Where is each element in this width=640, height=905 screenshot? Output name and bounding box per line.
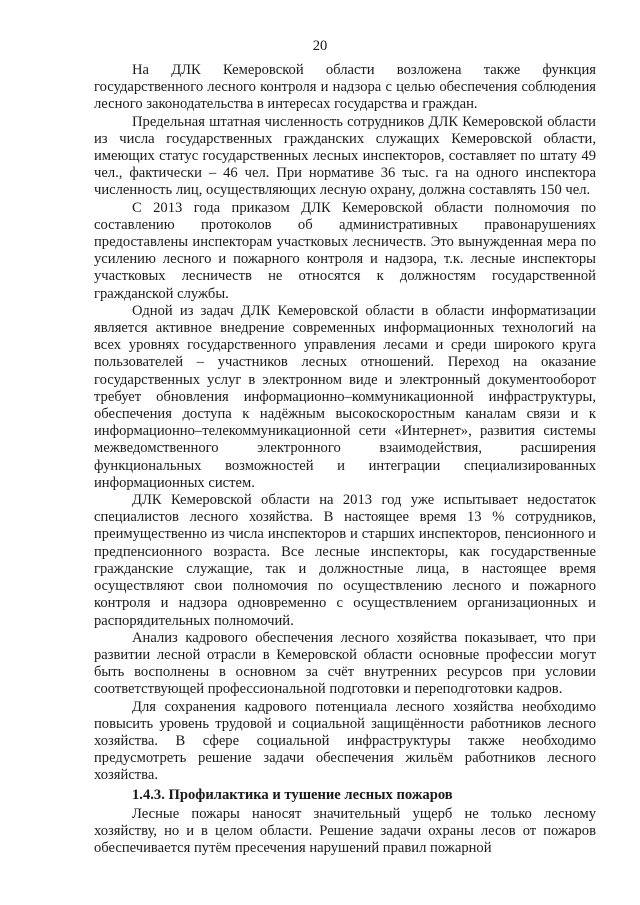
paragraph-social-protection: Для сохранения кадрового потенциала лесного хозяйства необходимо повысить уровень трудовой и социальной защищённости работников лесного хозяйства. В сфере социальной инфраструктуры также необходимо предусмотреть решение задачи обеспечения жильём работников лесного хозяйства.: [94, 698, 596, 784]
document-body: [94, 62, 596, 857]
paragraph-staff-numbers: Предельная штатная численность сотрудников ДЛК Кемеровской области из числа государственных гражданских служащих Кемеровской области, имеющих статус государственных лесных инспекторов, составляет по штату 49 чел., фактически – 46 чел. При нормативе 36 тыс. га на одного инспектора численность лиц, осуществляющих лесную охрану, должна составлять 150 чел.: [94, 113, 596, 199]
paragraph-protocol-powers: С 2013 года приказом ДЛК Кемеровской области полномочия по составлению протоколов об административных правонарушениях предоставлены инспекторам участковых лесничеств. Это вынужденная мера по усилению лесного и пожарного контроля и надзора, т.к. лесные инспекторы участковых лесничеств не относятся к должностям государственной гражданской службы.: [94, 199, 596, 302]
page-number: 20: [312, 38, 328, 54]
paragraph-forest-fires: Лесные пожары наносят значительный ущерб не только лесному хозяйству, но и в целом области. Решение задачи охраны лесов от пожаров обеспечивается путём пресечения нарушений правил пожарной: [94, 805, 596, 857]
paragraph-staff-shortage: ДЛК Кемеровской области на 2013 год уже испытывает недостаток специалистов лесного хозяйства. В настоящее время 13 % сотрудников, преимущественно из числа инспекторов и старших инспекторов, пенсионного и предпенсионного возраста. Все лесные инспекторы, как государственные гражданские служащие, так и должностные лица, в настоящее время осуществляют свои полномочия по осуществлению лесного и пожарного контроля и надзора одновременно с осуществлением организационных и распорядительных полномочий.: [94, 492, 596, 629]
paragraph-staffing-analysis: Анализ кадрового обеспечения лесного хозяйства показывает, что при развитии лесной отрасли в Кемеровской области основные профессии могут быть восполнены в основном за счёт внутренних ресурсов при условии соответствующей профессиональной подготовки и переподготовки кадров.: [94, 629, 596, 698]
paragraph-informatization: Одной из задач ДЛК Кемеровской области в области информатизации является активное внедрение современных информационных технологий на всех уровнях государственного управления лесами и среди широкого круга пользователей – участников лесных отношений. Переход на оказание государственных услуг в электронном виде и электронный документооборот требует обновления информационно–коммуникационной инфраструктуры, обеспечения доступа к надёжным высокоскоростным каналам связи и к информационно–телекоммуникационной сети «Интернет», развития системы межведомственного электронного взаимодействия, расширения функциональных возможностей и интеграции специализированных информационных систем.: [94, 302, 596, 491]
paragraph-forest-control-function: На ДЛК Кемеровской области возложена также функция государственного лесного контроля и надзора с целью обеспечения соблюдения лесного законодательства в интересах государства и граждан.: [94, 62, 596, 113]
section-heading: 1.4.3. Профилактика и тушение лесных пожаров: [132, 786, 453, 803]
